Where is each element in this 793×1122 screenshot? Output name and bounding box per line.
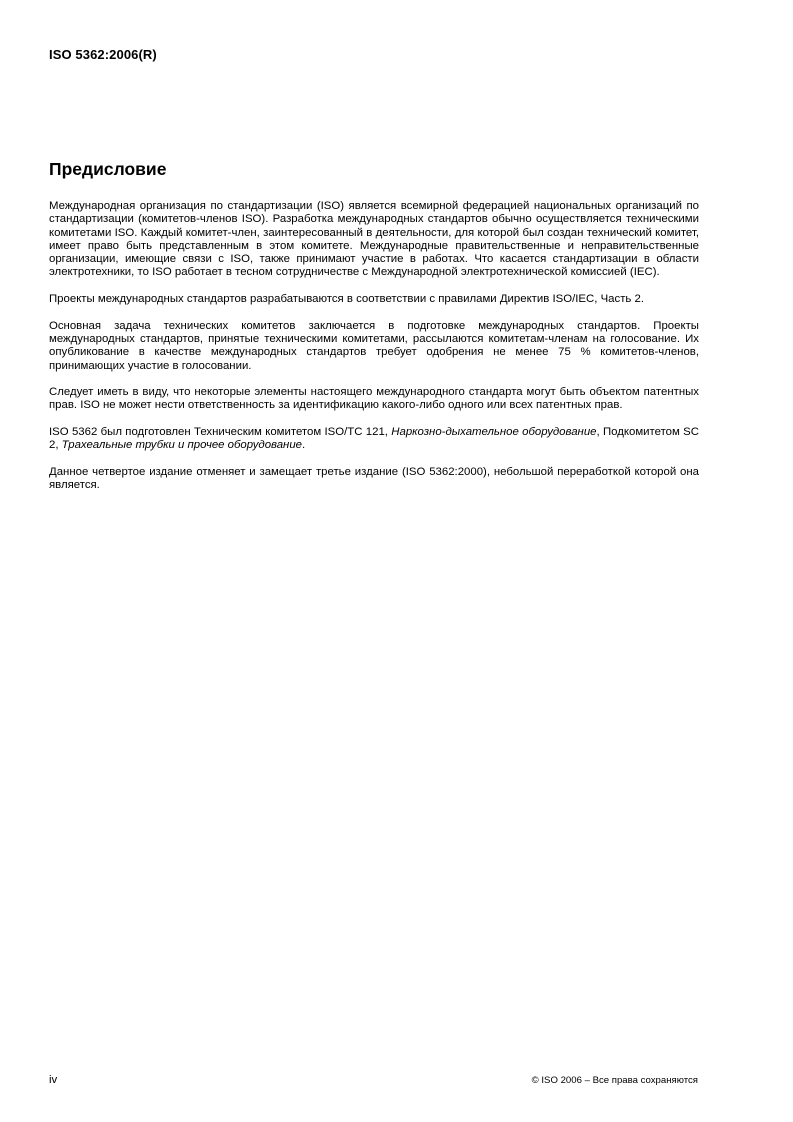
prepared-by-text-1: ISO 5362 был подготовлен Техническим комитетом ISO/TC 121, xyxy=(49,426,392,439)
foreword-title: Предисловие xyxy=(49,159,167,179)
page-number: iv xyxy=(49,1074,58,1086)
foreword-paragraph-edition: Данное четвертое издание отменяет и замещает третье издание (ISO 5362:2000), небольшой переработкой которой она является. xyxy=(49,465,699,492)
foreword-paragraph-organization: Международная организация по стандартизации (ISO) является всемирной федерацией национальных организаций по стандартизации (комитетов-членов ISO). Разработка международных стандартов обычно осуществляется техническими комитетами ISO. Каждый комитет-член, заинтересованный в деятельности, для которой был создан технический комитет, имеет право быть представленным в этом комитете. Международные правительственные и неправительственные организации, имеющие связи с ISO, также принимают участие в работах. Что касается стандартизации в области электротехники, то ISO работает в тесном сотрудничестве с Международной электротехнической комиссией (IEC). xyxy=(49,200,699,279)
foreword-paragraph-directives: Проекты международных стандартов разрабатываются в соответствии с правилами Директив ISO/IEC, Часть 2. xyxy=(49,293,645,306)
subcommittee-title: Трахеальные трубки и прочее оборудование xyxy=(61,439,302,452)
prepared-by-text-2: , Подкомитетом SC 2, xyxy=(49,426,699,452)
copyright-notice: © ISO 2006 – Все права сохраняются xyxy=(531,1075,698,1086)
foreword-paragraph-prepared-by xyxy=(49,426,699,453)
foreword-paragraph-patents: Следует иметь в виду, что некоторые элементы настоящего международного стандарта могут быть объектом патентных прав. ISO не может нести ответственность за идентификацию какого-либо одного или всех патентных прав. xyxy=(49,386,699,412)
foreword-paragraph-committees-task: Основная задача технических комитетов заключается в подготовке международных стандартов. Проекты международных стандартов, принятые техническими комитетами, рассылаются комитетам-членам на голосование. Их опубликование в качестве международных стандартов требует одобрения не менее 75 % комитетов-членов, принимающих участие в голосовании. xyxy=(49,319,699,372)
committee-title: Наркозно-дыхательное оборудование xyxy=(391,426,597,439)
foreword-body xyxy=(49,200,699,506)
document-header-id: ISO 5362:2006(R) xyxy=(49,47,157,62)
prepared-by-text-3: . xyxy=(302,439,306,452)
